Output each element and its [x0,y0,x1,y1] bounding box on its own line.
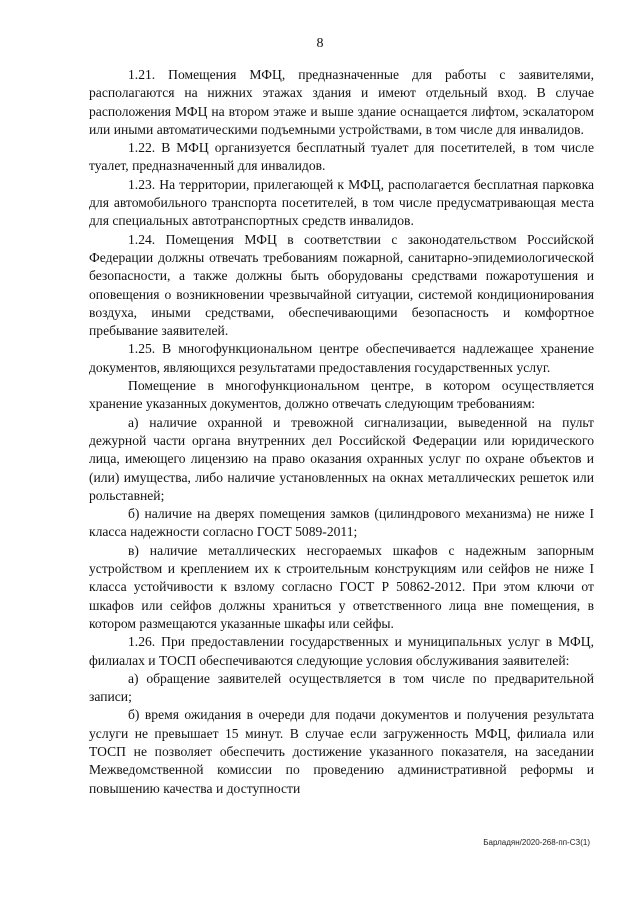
paragraph-1-21: 1.21. Помещения МФЦ, предназначенные для работы с заявителями, располагаются на нижних этажах здания и имеют отдельный вход. В случае расположения МФЦ на втором этаже и выше здание оснащается лифтом, эскалатором или иными автоматическими подъемными устройствами, в том числе для инвалидов. [89,67,594,137]
requirement-v: в) наличие металлических несгораемых шкафов с надежным запорным устройством и креплением их к строительным конструкциям или сейфов не ниже I класса устойчивости к взлому согласно ГОСТ Р 50862-2012. При этом ключи от шкафов или сейфов должны храниться у ответственного лица вне помещения, в котором размещаются указанные шкафы или сейфы. [89,542,594,631]
paragraph-1-23: 1.23. На территории, прилегающей к МФЦ, располагается бесплатная парковка для автомобильного транспорта посетителей, в том числе предусматривающая места для специальных автотранспортных средств инвалидов. [89,176,594,229]
paragraph-1-26: 1.26. При предоставлении государственных и муниципальных услуг в МФЦ, филиалах и ТОСП обеспечиваются следующие условия обслуживания заявителей: [89,634,594,668]
document-body [89,66,594,798]
condition-b: б) время ожидания в очереди для подачи документов и получения результата услуги не превышает 15 минут. В случае если загруженность МФЦ, филиала или ТОСП не позволяет обеспечить достижение указанного показателя, на заседании Межведомственной комиссии по проведению административной реформы и повышению качества и доступности [89,707,594,796]
requirement-b: б) наличие на дверях помещения замков (цилиндрового механизма) не ниже I класса надежности согласно ГОСТ 5089-2011; [89,506,594,540]
requirement-a: а) наличие охранной и тревожной сигнализации, выведенной на пульт дежурной части органа внутренних дел Российской Федерации или юридического лица, имеющего лицензию на право оказания охранных услуг по охране объектов и (или) имущества, либо наличие установленных на окнах металлических решеток или рольставней; [89,414,594,503]
page-number: 8 [316,36,324,51]
paragraph-1-25: 1.25. В многофункциональном центре обеспечивается надлежащее хранение документов, являющихся результатами предоставления государственных услуг. [89,341,594,375]
document-footer-code: Барладян/2020-268-пп-СЗ(1) [483,838,590,847]
paragraph-storage-requirements: Помещение в многофункциональном центре, в котором осуществляется хранение указанных документов, должно отвечать следующим требованиям: [89,378,594,412]
condition-a: а) обращение заявителей осуществляется в том числе по предварительной записи; [89,670,594,705]
paragraph-1-22: 1.22. В МФЦ организуется бесплатный туалет для посетителей, в том числе туалет, предназначенный для инвалидов. [89,140,594,174]
paragraph-1-24: 1.24. Помещения МФЦ в соответствии с законодательством Российской Федерации должны отвечать требованиям пожарной, санитарно-эпидемиологической безопасности, а также должны быть оборудованы средствами пожаротушения и оповещения о возникновении чрезвычайной ситуации, системой кондиционирования воздуха, иными средствами, обеспечивающими безопасность и комфортное пребывание заявителей. [89,231,594,339]
